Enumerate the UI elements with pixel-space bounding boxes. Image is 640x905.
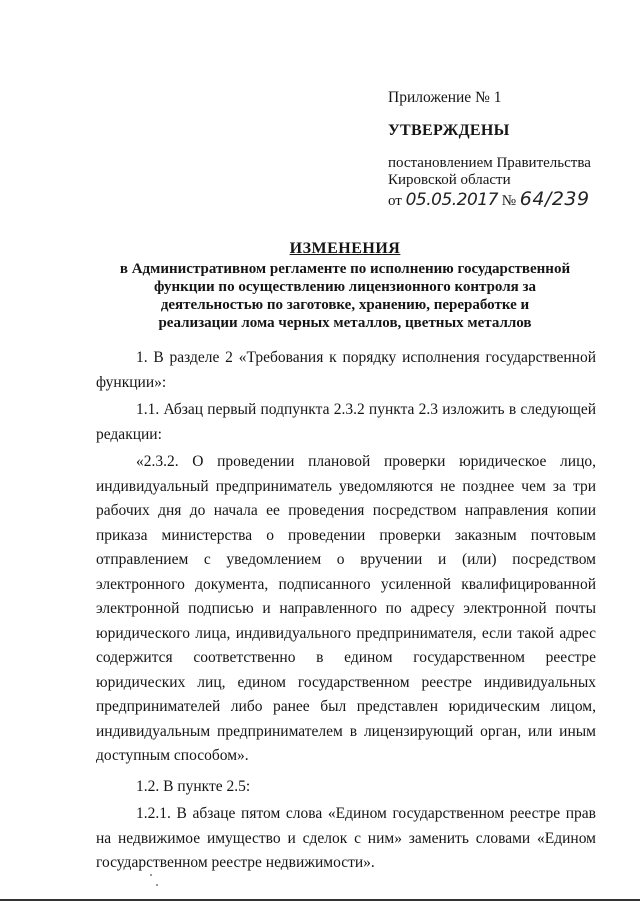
appendix-label: Приложение № 1 — [388, 89, 502, 106]
paragraph-1-1: 1.1. Абзац первый подпункта 2.3.2 пункта 2.3 изложить в следующей редакции: — [96, 401, 596, 443]
approval-stamp-block — [388, 88, 628, 211]
decree-reference — [388, 155, 628, 211]
paragraph-section-2: 1. В разделе 2 «Требования к порядку исполнения государственной функции»: — [96, 349, 596, 391]
handwritten-number: 64/239 — [519, 188, 590, 210]
scan-speck — [156, 884, 158, 886]
document-subtitle-line: функции по осуществлению лицензионного контроля за — [153, 279, 537, 295]
document-subtitle-line: деятельностью по заготовке, хранению, переработке и — [160, 297, 530, 313]
paragraph-2-3-2-quote: «2.3.2. О проведении плановой проверки юридическое лицо, индивидуальный предприниматель уведомляются не позднее чем за три рабочих дня до начала ее проведения посредством направления копии приказа министерства о проведении проверки заказным почтовым отправлением с уведомлением о вручении и (или) посредством электронного документа, подписанного усиленной квалифицированной электронной подписью и направленного по адресу электронной почты юридического лица, индивидуального предпринимателя, если такой адрес содержится соответственно в едином государственном реестре юридических лиц, едином государственном реестре индивидуальных предпринимателей либо ранее был представлен юридическим лицом, индивидуальным предпринимателем в лицензирующий орган, или иным доступным способом». — [96, 453, 596, 764]
document-subtitle-line: в Административном регламенте по исполнению государственной — [119, 261, 571, 277]
decree-line: постановлением Правительства — [388, 155, 591, 171]
approved-label: УТВЕРЖДЕНЫ — [388, 122, 510, 139]
document-title-block — [80, 238, 610, 332]
paragraph-1-2-1: 1.2.1. В абзаце пятом слова «Едином государственном реестре прав на недвижимое имущество и сделок с ним» заменить словами «Едином государственном реестре недвижимости». — [96, 805, 596, 871]
handwritten-date: 05.05.2017 — [405, 190, 498, 210]
decree-date-number — [388, 189, 628, 211]
decree-line: Кировской области — [388, 172, 511, 188]
number-sign: № — [501, 193, 517, 209]
paragraph-1-2: 1.2. В пункте 2.5: — [136, 777, 251, 795]
document-body — [96, 346, 596, 876]
page-bottom-edge — [0, 899, 640, 901]
scan-speck — [150, 874, 152, 876]
document-subtitle-line: реализации лома черных металлов, цветных металлов — [158, 315, 532, 331]
document-title: ИЗМЕНЕНИЯ — [289, 240, 401, 257]
date-prefix: от — [388, 193, 402, 209]
